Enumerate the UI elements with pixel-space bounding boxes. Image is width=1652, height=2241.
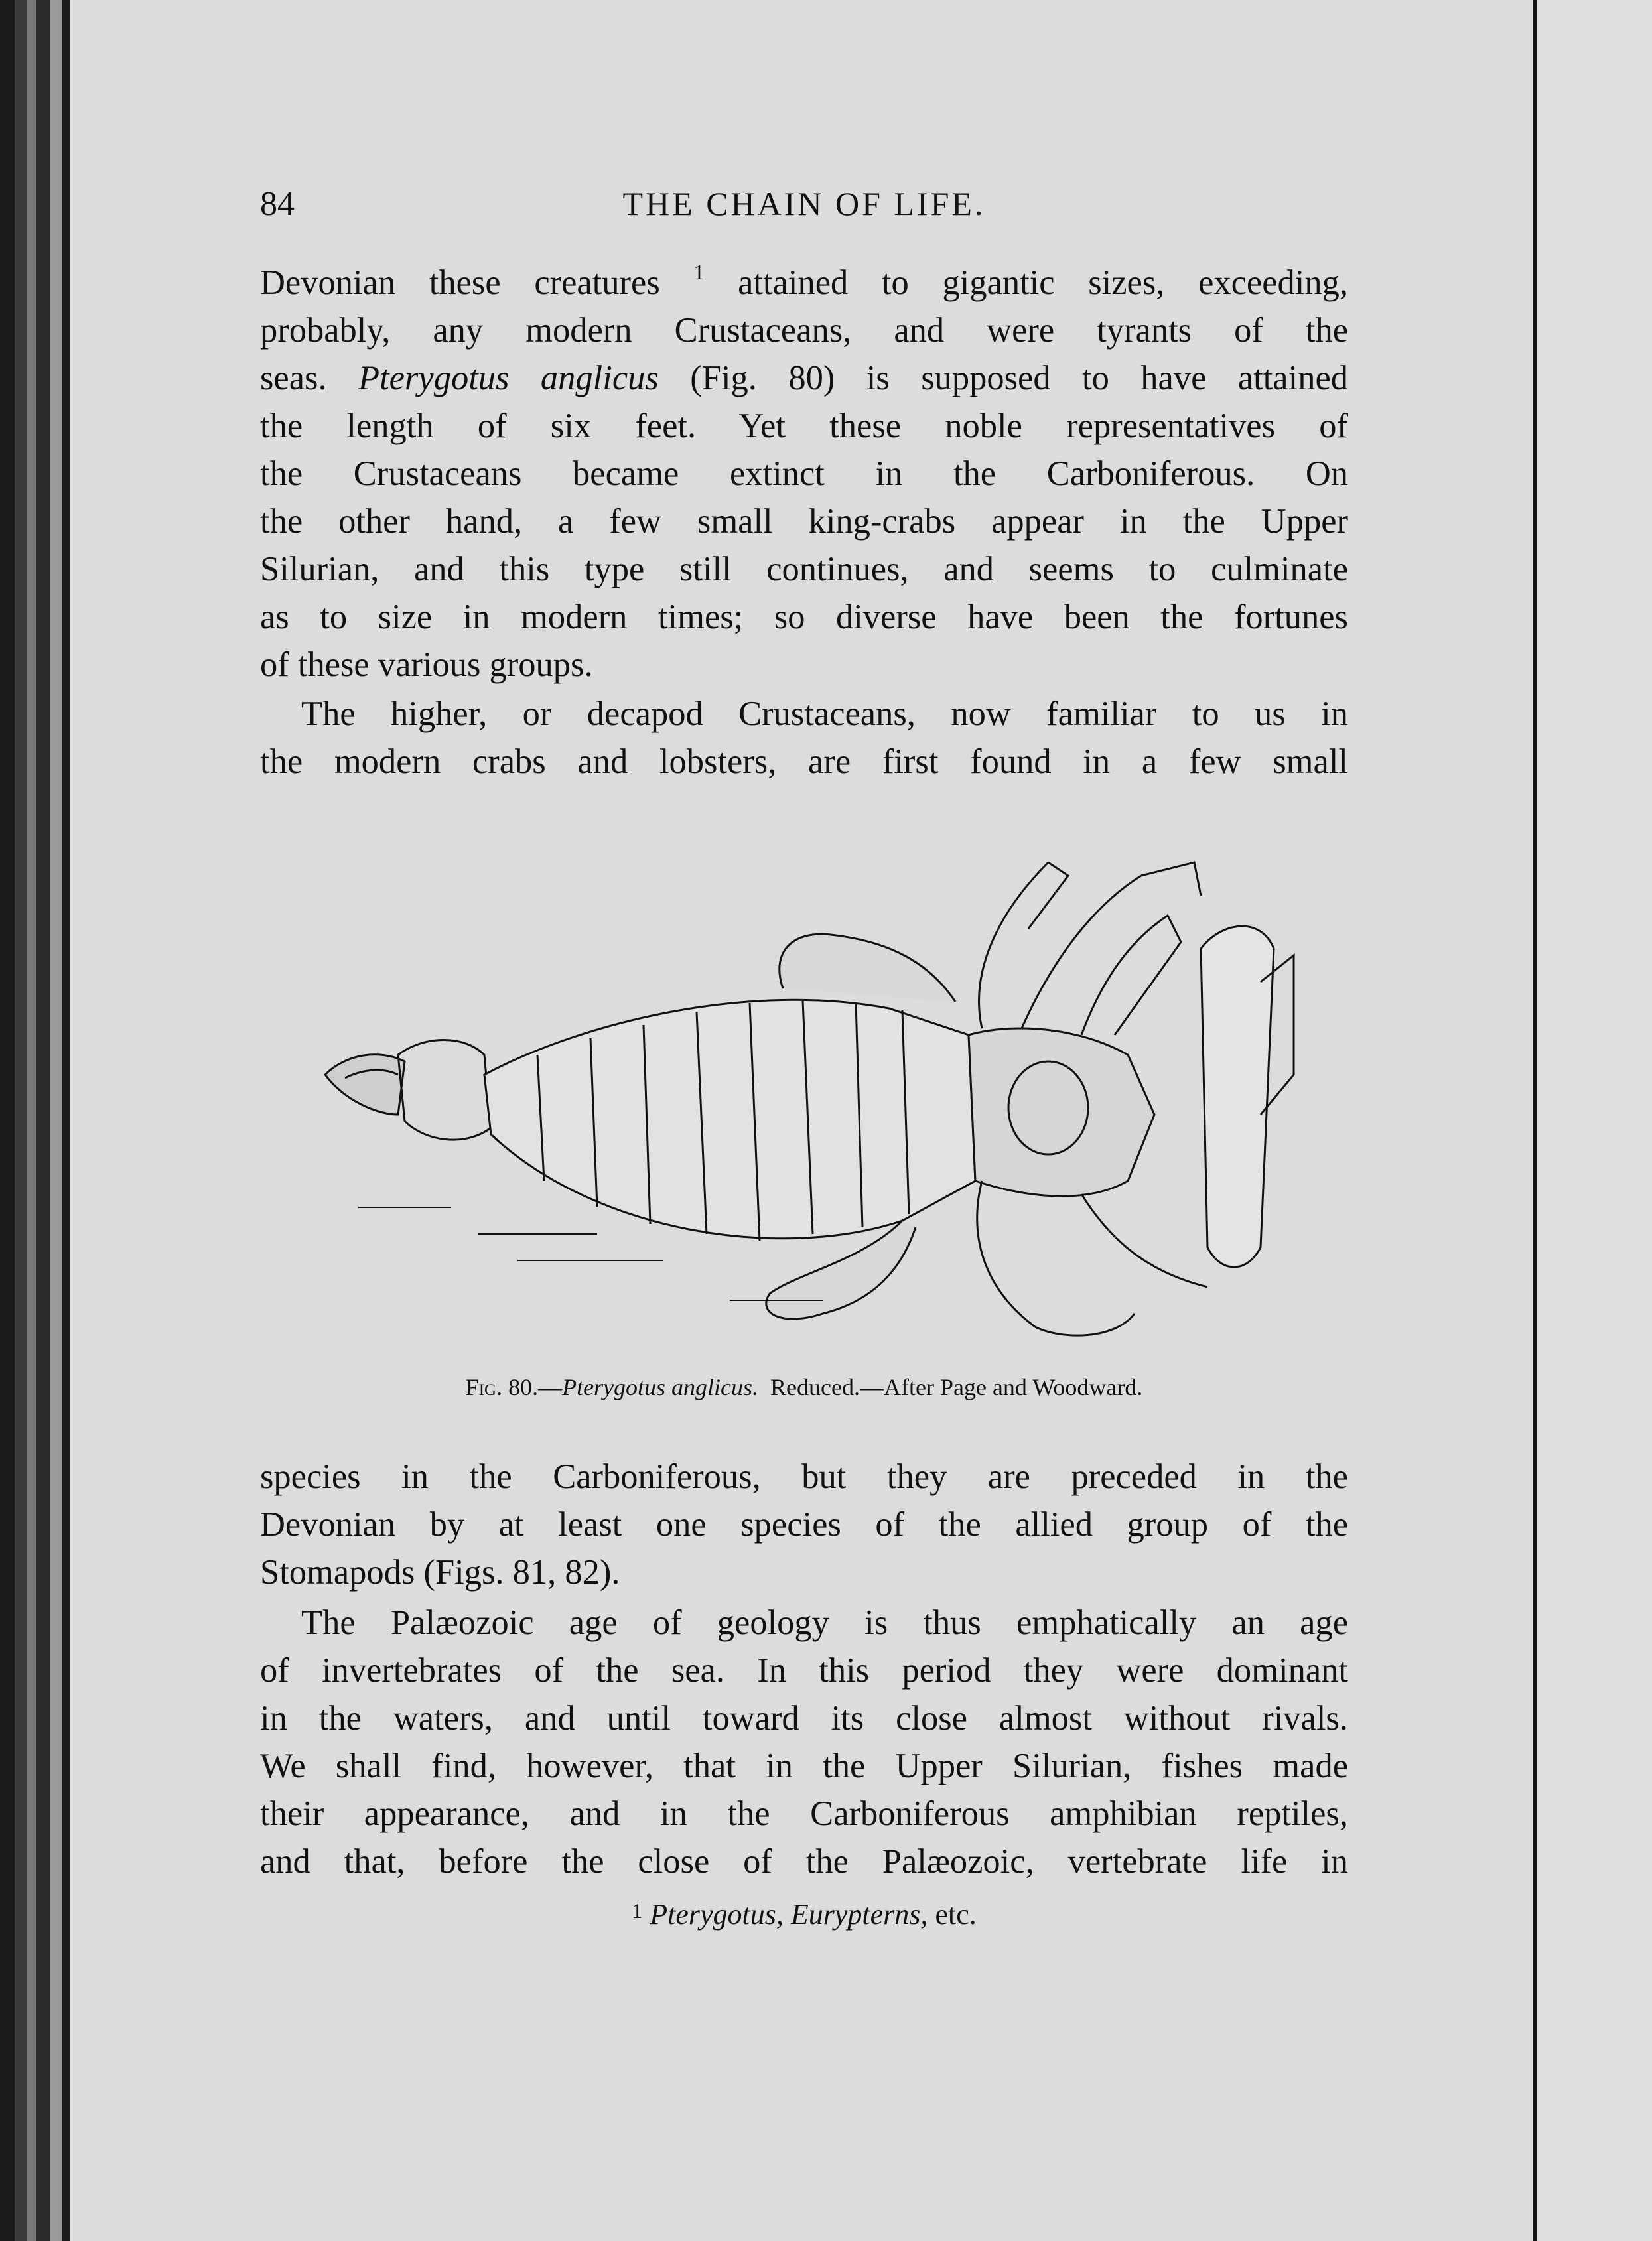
figure-caption xyxy=(260,1373,1348,1401)
paragraph-1 xyxy=(260,259,1348,689)
pterygotus-illustration xyxy=(318,836,1314,1380)
text-line: the other hand, a few small king-crabs appear in the Upper xyxy=(260,502,1348,541)
page-stack-edge xyxy=(62,0,70,2241)
text-line: Devonian these creatures $^1$ attained to gigantic sizes, exceeding, xyxy=(260,260,1348,302)
leg xyxy=(1081,916,1181,1035)
text-line: seas. Pterygotus anglicus (Fig. 80) is supposed to have attained xyxy=(260,359,1348,397)
species-name: Pterygotus anglicus xyxy=(358,359,659,397)
leg xyxy=(979,862,1048,1028)
running-head xyxy=(260,184,1348,238)
text-line: the Crustaceans became extinct in the Carboniferous. On xyxy=(260,454,1348,493)
text-line: as to size in modern times; so diverse have been the fortunes xyxy=(260,598,1348,636)
caption-credit: Reduced.—After Page and Woodward. xyxy=(770,1374,1143,1400)
footnote-marker: 1 xyxy=(632,1899,643,1923)
footnote xyxy=(260,1897,1348,1931)
footnote-reference: 1 xyxy=(693,260,705,284)
page-gutter xyxy=(1533,0,1537,2241)
page-stack-edge xyxy=(27,0,36,2241)
text-line: in the waters, and until toward its close almost without rivals. xyxy=(260,1699,1348,1737)
text-line: We shall find, however, that in the Upper Silurian, fishes made xyxy=(260,1747,1348,1785)
page-number: 84 xyxy=(260,185,295,223)
text-line: species in the Carboniferous, but they are preceded in the xyxy=(260,1458,1348,1496)
text-line: Silurian, and this type still continues, and seems to culminate xyxy=(260,550,1348,588)
paragraph-2 xyxy=(260,690,1348,785)
leg xyxy=(1141,862,1201,896)
leg xyxy=(1028,862,1068,929)
footnote-rest: etc. xyxy=(935,1898,977,1931)
text-line: of invertebrates of the sea. In this period they were dominant xyxy=(260,1651,1348,1690)
telson-shape xyxy=(325,1055,405,1115)
caption-label: Fig. 80.— xyxy=(465,1374,563,1400)
body-outline xyxy=(484,1000,975,1238)
caption-species: Pterygotus anglicus. xyxy=(562,1374,759,1400)
text-line: the modern crabs and lobsters, are first found in a few small xyxy=(260,742,1348,781)
page-stack-edge xyxy=(15,0,27,2241)
running-title: THE CHAIN OF LIFE. xyxy=(622,185,986,222)
text-line: the length of six feet. Yet these noble representatives of xyxy=(260,407,1348,445)
text-line: of these various groups. xyxy=(260,645,593,684)
paragraph-4 xyxy=(260,1599,1348,1885)
text-line: their appearance, and in the Carboniferous amphibian reptiles, xyxy=(260,1795,1348,1833)
paddle xyxy=(780,934,955,1002)
paragraph-3 xyxy=(260,1453,1348,1596)
leg xyxy=(1081,1194,1207,1287)
page-stack-edge xyxy=(0,0,15,2241)
footnote-names: Pterygotus, Eurypterns, xyxy=(650,1898,928,1931)
text-line: Stomapods (Figs. 81, 82). xyxy=(260,1553,620,1592)
page-stack-edge xyxy=(50,0,62,2241)
text-line: probably, any modern Crustaceans, and were tyrants of the xyxy=(260,311,1348,350)
tail-plate xyxy=(398,1040,491,1140)
text-line: The Palæozoic age of geology is thus emphatically an age xyxy=(301,1603,1348,1642)
facing-page-edge xyxy=(1539,0,1652,2241)
page-stack-edge xyxy=(36,0,50,2241)
leg xyxy=(1035,1314,1135,1335)
text-line: and that, before the close of the Palæozoic, vertebrate life in xyxy=(260,1842,1348,1881)
leg xyxy=(977,1181,1035,1327)
text-line: The higher, or decapod Crustaceans, now familiar to us in xyxy=(301,695,1348,733)
carapace xyxy=(969,1028,1154,1196)
claw xyxy=(1201,926,1274,1267)
text-line: Devonian by at least one species of the allied group of the xyxy=(260,1505,1348,1544)
leg xyxy=(1022,876,1141,1028)
